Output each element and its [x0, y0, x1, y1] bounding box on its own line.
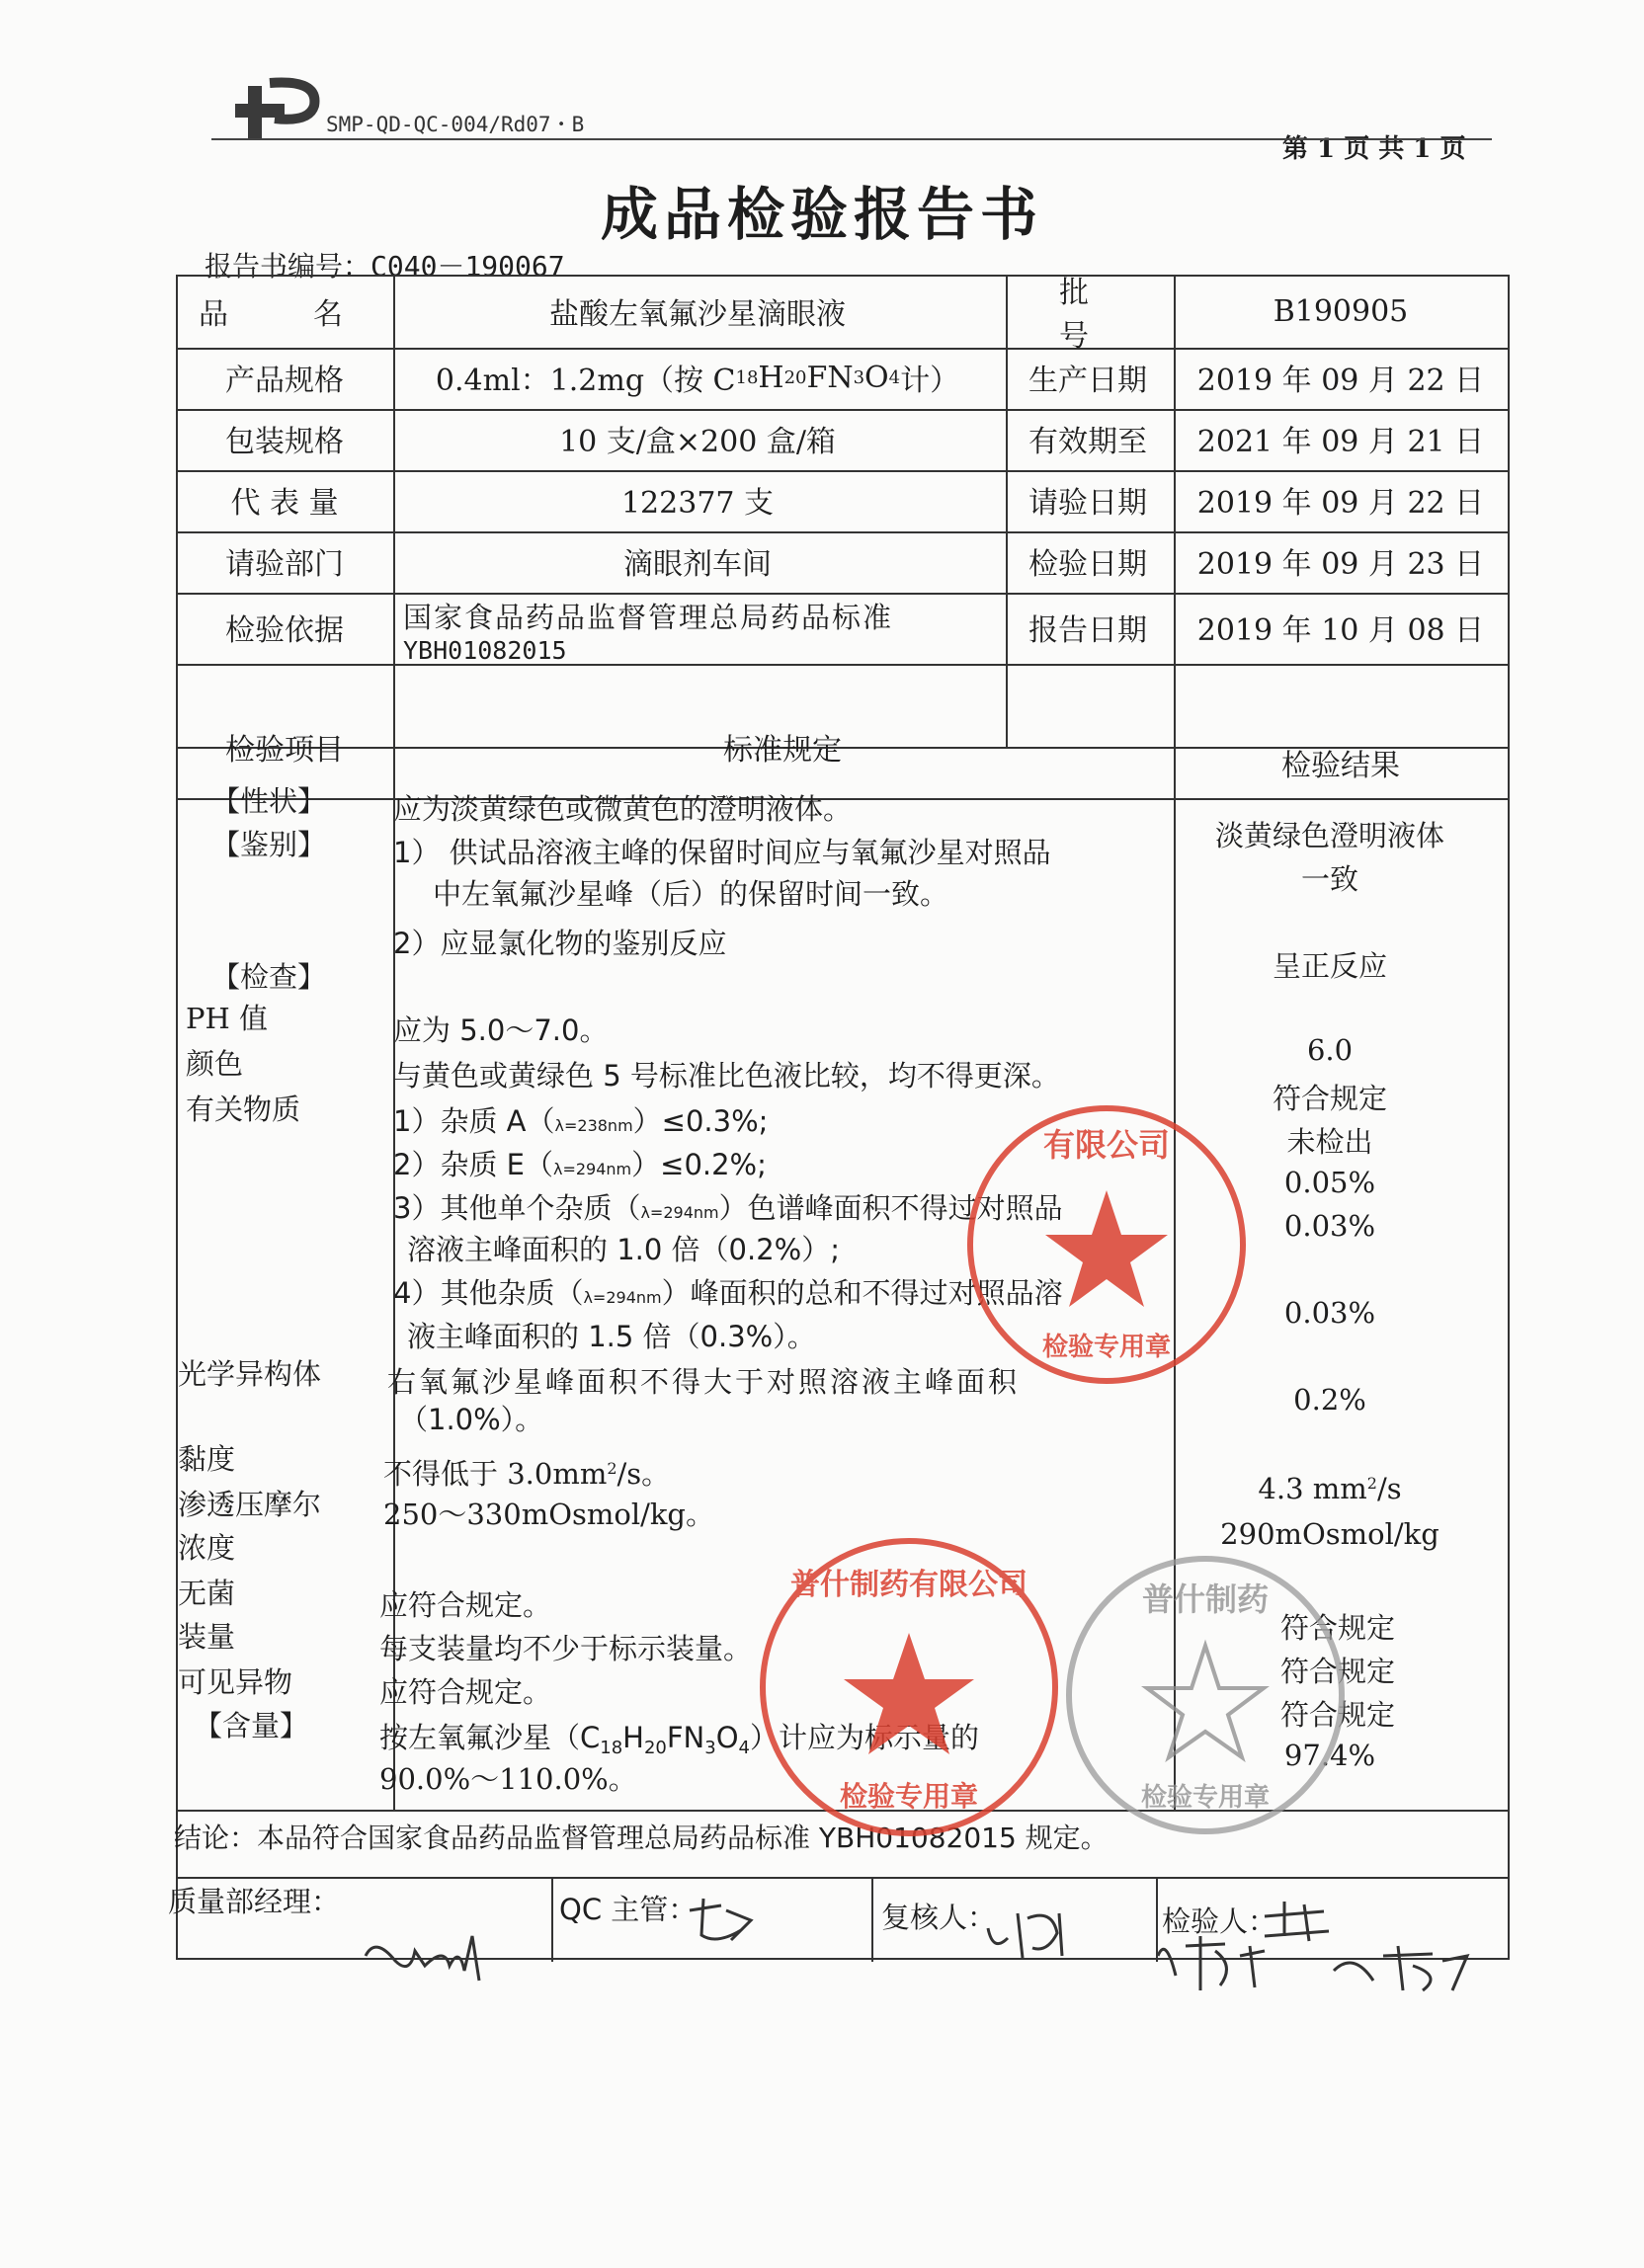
- result-single-impurity: 0.03%: [1283, 1209, 1376, 1243]
- batch-label: 批 号: [1059, 276, 1174, 354]
- formula-subscript: 18: [735, 366, 759, 388]
- stamp-text: 普什制药有限公司: [790, 1568, 1028, 1602]
- std-text: ）计应为标示量的: [749, 1721, 979, 1754]
- row-divider: [178, 1877, 1508, 1879]
- spec-label: 产品规格: [225, 364, 344, 398]
- request-date: 2019 年 09 月 22 日: [1196, 486, 1485, 521]
- superscript: 2: [1366, 1474, 1377, 1493]
- item-fill-volume: 装量: [178, 1620, 236, 1654]
- report-date: 2019 年 10 月 08 日: [1196, 613, 1485, 648]
- formula-subscript: 3: [853, 366, 865, 388]
- result-appearance: 淡黄绿色澄明液体: [1214, 819, 1444, 852]
- stamp-text: 检验专用章: [1041, 1333, 1172, 1362]
- formula-element: FN: [806, 360, 854, 395]
- mfg-date-label: 生产日期: [1028, 364, 1147, 398]
- test-date: 2019 年 09 月 23 日: [1196, 547, 1485, 582]
- wavelength: λ=294nm: [553, 1160, 632, 1178]
- std-osmolality: 250～330mOsmol/kg。: [383, 1498, 715, 1531]
- report-title: 成品检验报告书: [600, 181, 1043, 248]
- inspector-label: 检验人：: [1162, 1904, 1277, 1938]
- std-assay-2: 90.0%～110.0%。: [379, 1762, 637, 1796]
- page-info: 第 1 页 共 1 页: [1282, 134, 1466, 164]
- std-identification-1b: 中左氧氟沙星峰（后）的保留时间一致。: [433, 877, 949, 911]
- formula-subscript: 3: [704, 1738, 716, 1758]
- col-divider: [551, 1877, 553, 1962]
- result-text: 4.3 mm: [1258, 1472, 1367, 1505]
- stamp-text: 普什制药: [1141, 1580, 1270, 1618]
- report-number-label: 报告书编号：: [205, 250, 371, 283]
- product-spec: [393, 348, 1002, 407]
- document-number: SMP-QD-QC-004/Rd07・B: [326, 113, 585, 136]
- package-spec: 10 支/盒×200 盒/箱: [559, 425, 836, 459]
- item-check: 【检查】: [211, 960, 327, 994]
- wavelength: λ=238nm: [554, 1116, 633, 1135]
- formula-element: H: [758, 360, 784, 395]
- column-header-item: 检验项目: [225, 733, 344, 768]
- red-inspection-stamp-top: [958, 1096, 1255, 1393]
- result-optical-isomer: 0.2%: [1293, 1383, 1366, 1417]
- reviewer-label: 复核人：: [881, 1901, 997, 1934]
- product-name-label: 品 名: [199, 297, 370, 332]
- expiry-date: 2021 年 09 月 21 日: [1196, 425, 1485, 459]
- std-text: 按左氧氟沙星（C: [379, 1721, 601, 1754]
- product-name: 盐酸左氧氟沙星滴眼液: [549, 297, 846, 332]
- item-color: 颜色: [186, 1047, 244, 1081]
- result-identification-2: 呈正反应: [1272, 949, 1387, 983]
- package-label: 包装规格: [225, 425, 344, 459]
- conclusion: 结论：本品符合国家食品药品监督管理总局药品标准 YBH01082015 规定。: [174, 1822, 1109, 1854]
- formula-subscript: 20: [643, 1738, 667, 1758]
- std-text: 1）杂质 A（: [393, 1104, 555, 1138]
- col-divider: [871, 1877, 873, 1962]
- formula-subscript: 18: [600, 1738, 623, 1758]
- result-visible-particles: 符合规定: [1279, 1698, 1395, 1732]
- std-total-impurity-2: 液主峰面积的 1.5 倍（0.3%）。: [407, 1320, 816, 1353]
- formula-element: O: [864, 360, 889, 395]
- std-text: 4）其他杂质（: [393, 1276, 584, 1310]
- wavelength: λ=294nm: [583, 1288, 662, 1307]
- item-appearance: 【性状】: [211, 784, 327, 818]
- std-color: 与黄色或黄绿色 5 号标准比色液比较，均不得更深。: [393, 1059, 1060, 1093]
- result-impurity-e: 0.05%: [1283, 1166, 1376, 1199]
- qc-supervisor-signature: [682, 1891, 771, 1950]
- std-impurity-a: [393, 1106, 768, 1141]
- reviewer-signature: [978, 1899, 1077, 1968]
- test-date-label: 检验日期: [1028, 547, 1147, 582]
- item-osmolality-1: 渗透压摩尔: [178, 1488, 322, 1521]
- gray-inspection-stamp: [1057, 1547, 1354, 1843]
- result-ph: 6.0: [1306, 1033, 1354, 1067]
- qa-manager-signature: [356, 1916, 504, 1985]
- dept: 滴眼剂车间: [623, 547, 772, 582]
- std-text: /s。: [616, 1457, 671, 1491]
- item-related-substances: 有关物质: [186, 1093, 301, 1126]
- std-text: ）峰面积的总和不得过对照品溶: [661, 1276, 1063, 1310]
- std-optical-isomer: 右氧氟沙星峰面积不得大于对照溶液主峰面积: [387, 1365, 1021, 1399]
- formula-subscript: 4: [888, 366, 901, 388]
- std-impurity-e: [393, 1150, 767, 1184]
- result-fill-volume: 符合规定: [1279, 1655, 1395, 1688]
- result-sterility: 符合规定: [1279, 1611, 1395, 1645]
- std-identification-2: 2）应显氯化物的鉴别反应: [393, 927, 727, 960]
- item-ph: PH 值: [186, 1002, 269, 1035]
- column-header-standard: 标准规定: [723, 733, 842, 768]
- item-assay: 【含量】: [194, 1709, 309, 1742]
- row-divider: [178, 664, 1508, 666]
- std-visible-particles: 应符合规定。: [379, 1675, 552, 1709]
- std-ph: 应为 5.0～7.0。: [393, 1013, 609, 1047]
- quantity: 122377 支: [620, 486, 775, 521]
- inspector-signatures: [1146, 1897, 1482, 1995]
- std-text: ）色谱峰面积不得过对照品: [718, 1191, 1063, 1225]
- std-identification-1a: 1） 供试品溶液主峰的保留时间应与氧氟沙星对照品: [393, 836, 1051, 869]
- std-single-impurity-2: 溶液主峰面积的 1.0 倍（0.2%）;: [407, 1233, 841, 1266]
- result-assay: 97.4%: [1283, 1739, 1376, 1772]
- result-identification-1: 一致: [1300, 862, 1358, 896]
- spec-suffix: 计）: [900, 364, 960, 398]
- item-viscosity: 黏度: [178, 1442, 236, 1476]
- header-divider: [211, 138, 1492, 140]
- report-number-value: C040－190067: [370, 250, 565, 283]
- stamp-text: 检验专用章: [1140, 1783, 1271, 1813]
- item-optical-isomer: 光学异构体: [178, 1357, 322, 1391]
- result-total-impurity: 0.03%: [1283, 1296, 1376, 1330]
- request-date-label: 请验日期: [1028, 486, 1147, 521]
- column-header-result: 检验结果: [1281, 749, 1400, 783]
- stamp-text: 有限公司: [1042, 1126, 1171, 1164]
- report-date-label: 报告日期: [1028, 613, 1147, 648]
- std-text: 3）其他单个杂质（: [393, 1191, 641, 1225]
- wavelength: λ=294nm: [640, 1203, 719, 1222]
- superscript: 2: [607, 1459, 617, 1478]
- qc-supervisor-label: QC 主管：: [559, 1893, 698, 1926]
- item-visible-particles: 可见异物: [178, 1665, 293, 1699]
- std-text: ）≤0.3%;: [632, 1104, 769, 1138]
- std-optical-isomer-2: （1.0%）。: [399, 1403, 544, 1436]
- std-text: 2）杂质 E（: [393, 1148, 553, 1181]
- spec-prefix: 0.4ml：1.2mg（按 C: [435, 364, 736, 398]
- std-text: 不得低于 3.0mm: [383, 1457, 608, 1491]
- mfg-date: 2019 年 09 月 22 日: [1196, 364, 1485, 398]
- item-identification: 【鉴别】: [211, 828, 327, 861]
- basis-line-2: YBH01082015: [403, 636, 567, 665]
- basis-label: 检验依据: [225, 613, 344, 648]
- std-sterility: 应符合规定。: [379, 1588, 552, 1622]
- qa-manager-label: 质量部经理：: [168, 1885, 341, 1918]
- batch-number: B190905: [1273, 293, 1409, 329]
- stamp-text: 检验专用章: [839, 1780, 979, 1813]
- result-osmolality: 290mOsmol/kg: [1220, 1517, 1439, 1551]
- formula-subscript: 4: [738, 1738, 750, 1758]
- basis-line-1: 国家食品药品监督管理总局药品标准: [403, 601, 894, 634]
- result-color: 符合规定: [1272, 1082, 1387, 1115]
- formula-element: FN: [666, 1721, 705, 1754]
- dept-label: 请验部门: [225, 547, 344, 582]
- result-text: /s: [1376, 1472, 1402, 1505]
- company-logo: [215, 61, 334, 140]
- formula-element: H: [622, 1721, 644, 1754]
- formula-element: O: [715, 1721, 739, 1754]
- red-inspection-stamp-center: [751, 1529, 1067, 1845]
- item-osmolality-2: 浓度: [178, 1531, 236, 1565]
- result-viscosity: [1182, 1472, 1478, 1505]
- std-viscosity: [383, 1454, 670, 1489]
- std-text: ）≤0.2%;: [631, 1148, 767, 1181]
- quantity-label: 代 表 量: [230, 486, 339, 521]
- item-sterility: 无菌: [178, 1577, 236, 1610]
- formula-subscript: 20: [783, 366, 807, 388]
- std-appearance: 应为淡黄绿色或微黄色的澄明液体。: [393, 792, 853, 826]
- expiry-label: 有效期至: [1028, 425, 1147, 459]
- result-impurity-a: 未检出: [1286, 1125, 1373, 1159]
- std-fill-volume: 每支装量均不少于标示装量。: [379, 1632, 753, 1665]
